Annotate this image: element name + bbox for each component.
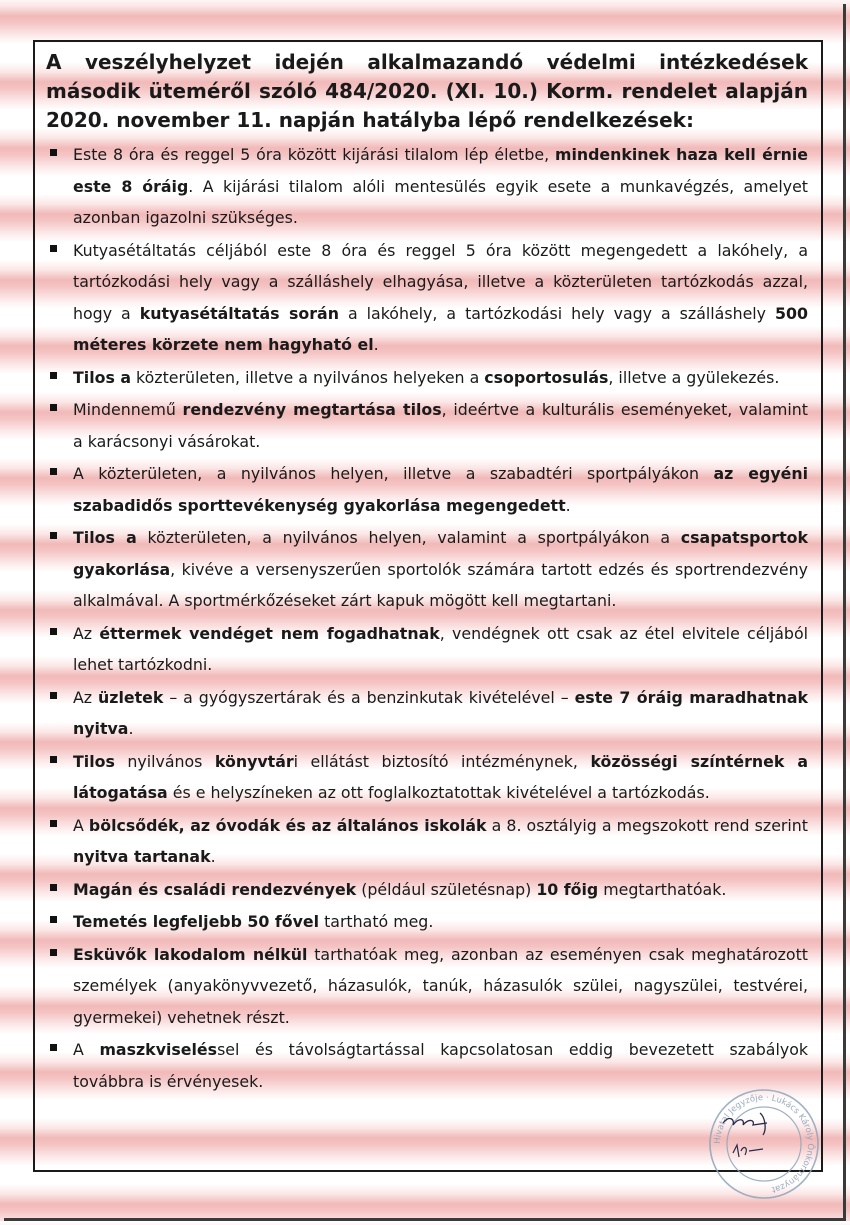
rule-emphasis: Tilos a [73, 367, 132, 387]
rule-emphasis: este 7 óráig maradhatnak nyitva [73, 687, 808, 738]
square-bullet-icon [50, 949, 57, 956]
rule-text: tartható meg. [319, 912, 434, 931]
rule-text: . [565, 495, 571, 515]
rule-text: . [373, 335, 379, 354]
rule-emphasis: Magán és családi rendezvények [73, 879, 357, 899]
rule-emphasis: az egyéni szabadidős sporttevékenység gyakorlása megengedett [73, 464, 808, 515]
rule-text: a 8. osztályig a megszokott rend szerint [486, 815, 808, 835]
rule-text: közterületen, a nyilvános helyen, valamint a sportpályákon a [136, 528, 681, 547]
rule-text: , vendégnek ott csak az étel elvitele céljából lehet tartózkodni. [73, 623, 809, 674]
square-bullet-icon [50, 820, 57, 827]
rule-text: Este 8 óra és reggel 5 óra között kijárási tilalom lép életbe, [73, 145, 555, 164]
square-bullet-icon [50, 404, 57, 411]
rule-emphasis: Esküvők lakodalom nélkül [73, 944, 308, 964]
rule-emphasis: Tilos [73, 751, 115, 771]
rule-emphasis: csapatsportok gyakorlása [73, 528, 808, 579]
rule-text: megtarthatóak. [598, 879, 727, 899]
rule-item [46, 1034, 808, 1097]
square-bullet-icon [50, 468, 57, 475]
rule-item [46, 874, 808, 906]
square-bullet-icon [50, 1044, 57, 1051]
square-bullet-icon [50, 884, 57, 891]
rule-emphasis: 10 főig [536, 879, 599, 899]
rule-text: Kutyasétáltatás céljából este 8 óra és reggel 5 óra között megengedett a lakóhely, a tartózkodási hely vagy a szálláshely elhagyása, illetve a közterületen tartózkodás azzal, hogy a [73, 240, 808, 323]
rule-text: tarthatóak meg, azonban az eseményen csak meghatározott személyek (anyakönyvvezető, házasulók, tanúk, házasulók szülei, nagyszülei, testvérei, gyermekei) vehetnek részt. [73, 944, 808, 1027]
rule-item [46, 139, 808, 234]
rule-emphasis: csoportosulás [484, 367, 609, 387]
rule-text: Az [73, 687, 99, 707]
rule-text: Az [73, 623, 100, 643]
rule-text: , ideértve a kulturális eseményeket, valamint a karácsonyi vásárokat. [73, 400, 808, 451]
rule-text: . A kijárási tilalom alóli mentesülés egyik esete a munkavégzés, amelyet azonban igazolni szükséges. [73, 176, 808, 227]
rule-text: a lakóhely, a tartózkodási hely vagy a szálláshely [338, 303, 776, 323]
rule-emphasis: bölcsődék, az óvodák és az általános iskolák [88, 815, 487, 835]
square-bullet-icon [50, 916, 57, 923]
stamp-outer-ring [710, 1090, 818, 1198]
rule-text: A közterületen, a nyilvános helyen, illetve a szabadtéri sportpályákon [73, 464, 714, 483]
rule-emphasis: éttermek vendéget nem fogadhatnak [99, 623, 440, 643]
rule-item [46, 394, 808, 457]
signature-initials [733, 1145, 763, 1157]
rule-emphasis: Temetés legfeljebb 50 fővel [73, 912, 320, 931]
rule-emphasis: üzletek [98, 687, 164, 707]
rule-text: , kivéve a versenyszerűen sportolók számára tartott edzés és sportrendezvény alkalmával. A sportmérkőzéseket zárt kapuk mögött kell megtartani. [73, 559, 808, 610]
square-bullet-icon [50, 756, 57, 763]
rule-item [46, 522, 808, 617]
rule-emphasis: könyvtár [214, 751, 294, 771]
rule-emphasis: nyitva tartanak [73, 847, 211, 866]
rule-text: i ellátást biztosító intézménynek, [293, 751, 591, 771]
rule-text: A [73, 815, 89, 835]
rule-item [46, 746, 808, 809]
stamp-ring-text: Hivatal Jegyzője · Lukács Károly Önkormányzat [712, 1092, 816, 1195]
rule-item [46, 682, 808, 745]
rule-emphasis: kutyasétáltatás során [139, 303, 339, 323]
rule-text: – a gyógyszertárak és a benzinkutak kivételével – [163, 687, 575, 707]
rule-emphasis: közösségi színtérnek a látogatása [73, 751, 808, 802]
rule-item [46, 906, 808, 938]
square-bullet-icon [50, 692, 57, 699]
document-title: A veszélyhelyzet idején alkalmazandó védelmi intézkedések második üteméről szóló 484/2020. (XI. 10.) Korm. rendelet alapján 2020. november 11. napján hatályba lépő rendelkezések: [46, 50, 808, 132]
square-bullet-icon [50, 149, 57, 156]
square-bullet-icon [50, 245, 57, 252]
rule-item [46, 362, 808, 394]
rule-emphasis: rendezvény megtartása tilos [182, 400, 442, 419]
rule-text: . [210, 847, 216, 866]
square-bullet-icon [50, 628, 57, 635]
rules-list [46, 139, 808, 1097]
rule-text: Mindennemű [73, 400, 183, 419]
rule-text: . [128, 719, 134, 738]
square-bullet-icon [50, 372, 57, 379]
rule-emphasis: Tilos a [73, 528, 137, 547]
rule-text: és e helyszíneken az ott foglalkoztatottak kivételével a tartózkodás. [167, 783, 710, 802]
official-stamp [705, 1085, 823, 1203]
rule-text: sel és távolságtartással kapcsolatosan eddig bevezetett szabályok továbbra is érvényesek. [73, 1040, 809, 1091]
rule-item [46, 618, 808, 681]
rule-text: (például születésnap) [356, 879, 537, 899]
rule-item [46, 235, 808, 361]
rule-emphasis: maszkviselés [99, 1040, 218, 1059]
square-bullet-icon [50, 532, 57, 539]
rule-emphasis: 500 méteres körzete nem hagyható el [73, 303, 809, 354]
rule-text: , illetve a gyülekezés. [608, 367, 780, 387]
rule-item [46, 810, 808, 873]
rule-emphasis: mindenkinek haza kell érnie este 8 óráig [73, 145, 808, 196]
rule-text: nyilvános [114, 751, 215, 771]
rule-text: A [73, 1040, 100, 1059]
document-content [46, 48, 808, 1098]
rule-item [46, 939, 808, 1034]
rule-text: közterületen, illetve a nyilvános helyeken a [131, 367, 485, 387]
rule-item [46, 458, 808, 521]
